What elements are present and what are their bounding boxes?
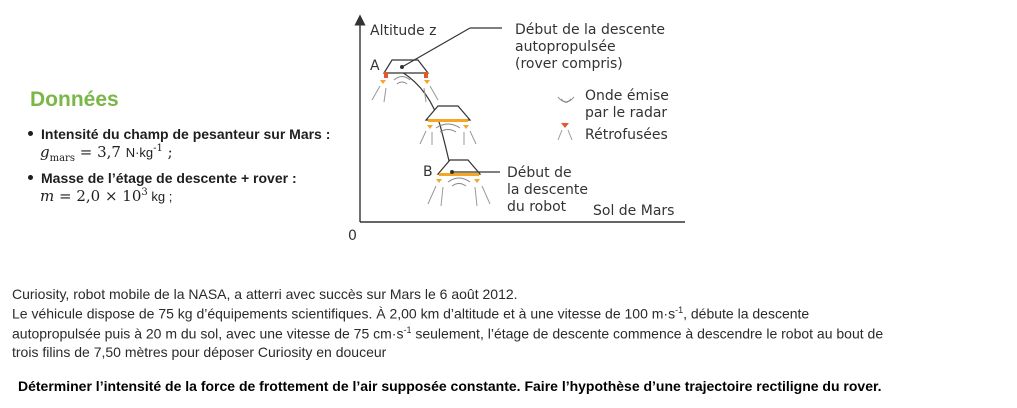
lander-b-icon: [428, 160, 490, 206]
y-axis-label: Altitude z: [370, 23, 437, 39]
lander-a-icon: [372, 60, 438, 102]
x-axis-label: Sol de Mars: [593, 203, 675, 219]
bullet-icon: [28, 175, 33, 180]
mass-label: Masse de l’étage de descente + rover :: [41, 170, 297, 186]
gravity-unit: N·kg: [125, 145, 154, 160]
gravity-value: = 3,7: [74, 143, 126, 161]
trajectory-line: [402, 72, 452, 175]
paragraph-line4: trois filins de 7,50 mètres pour déposer Curiosity en douceur: [12, 344, 387, 360]
line3-exp: -1: [403, 325, 412, 335]
bullet-icon: [28, 131, 33, 136]
retrofusee-icon: [558, 123, 572, 140]
descent-diagram: [340, 10, 700, 250]
label-b-line3: du robot: [507, 199, 567, 215]
gravity-unit-exp: -1: [153, 143, 163, 154]
line3-b: seulement, l’étage de descente commence à descendre le robot au bout de: [411, 325, 884, 342]
point-b-label: B: [423, 164, 433, 180]
mass-value: = 2,0 × 10: [54, 187, 142, 205]
gravity-label: Intensité du champ de pesanteur sur Mars :: [41, 126, 331, 142]
legend-wave-line1: Onde émise: [585, 88, 669, 104]
line3-a: autopropulsée puis à 20 m du sol, avec une vitesse de 75 cm·s: [12, 325, 404, 342]
mass-unit: kg ;: [147, 189, 173, 204]
lander-mid-icon: [420, 106, 476, 145]
gravity-sub: mars: [49, 153, 75, 164]
data-item-gravity: [28, 126, 330, 142]
question-text: Déterminer l’intensité de la force de frottement de l’air supposée constante. Faire l’hypothèse d’une trajectoire rectiligne du rover.: [18, 378, 882, 394]
paragraph-line2: [12, 305, 809, 322]
data-item-mass: [28, 170, 297, 186]
line2-b: , débute la descente: [683, 305, 810, 322]
label-a-line3: (rover compris): [515, 56, 623, 72]
line2-exp: -1: [675, 305, 684, 315]
gravity-formula: [40, 143, 173, 164]
label-a-line1: Début de la descente: [515, 22, 666, 38]
legend-retro: Rétrofusées: [585, 127, 668, 143]
line2-a: Le véhicule dispose de 75 kg d’équipements scientifiques. À 2,00 km d’altitude et à une vitesse de 100 m·s: [12, 305, 676, 322]
mass-formula: [40, 187, 172, 205]
mass-exp: 3: [141, 187, 148, 198]
label-a-line2: autopropulsée: [515, 39, 616, 55]
paragraph-line3: [12, 325, 883, 342]
origin-label: 0: [348, 228, 357, 244]
label-b-line1: Début de: [507, 165, 572, 181]
label-b-line2: la descente: [507, 182, 588, 198]
donnees-title: Données: [30, 88, 119, 111]
paragraph-line1: Curiosity, robot mobile de la NASA, a atterri avec succès sur Mars le 6 août 2012.: [12, 286, 518, 302]
gravity-end: ;: [162, 143, 173, 161]
mass-var: m: [40, 187, 55, 205]
gravity-var: g: [40, 143, 50, 161]
point-a-label: A: [370, 58, 380, 74]
legend-wave-line2: par le radar: [585, 105, 668, 121]
radar-wave-icon: [558, 97, 574, 103]
